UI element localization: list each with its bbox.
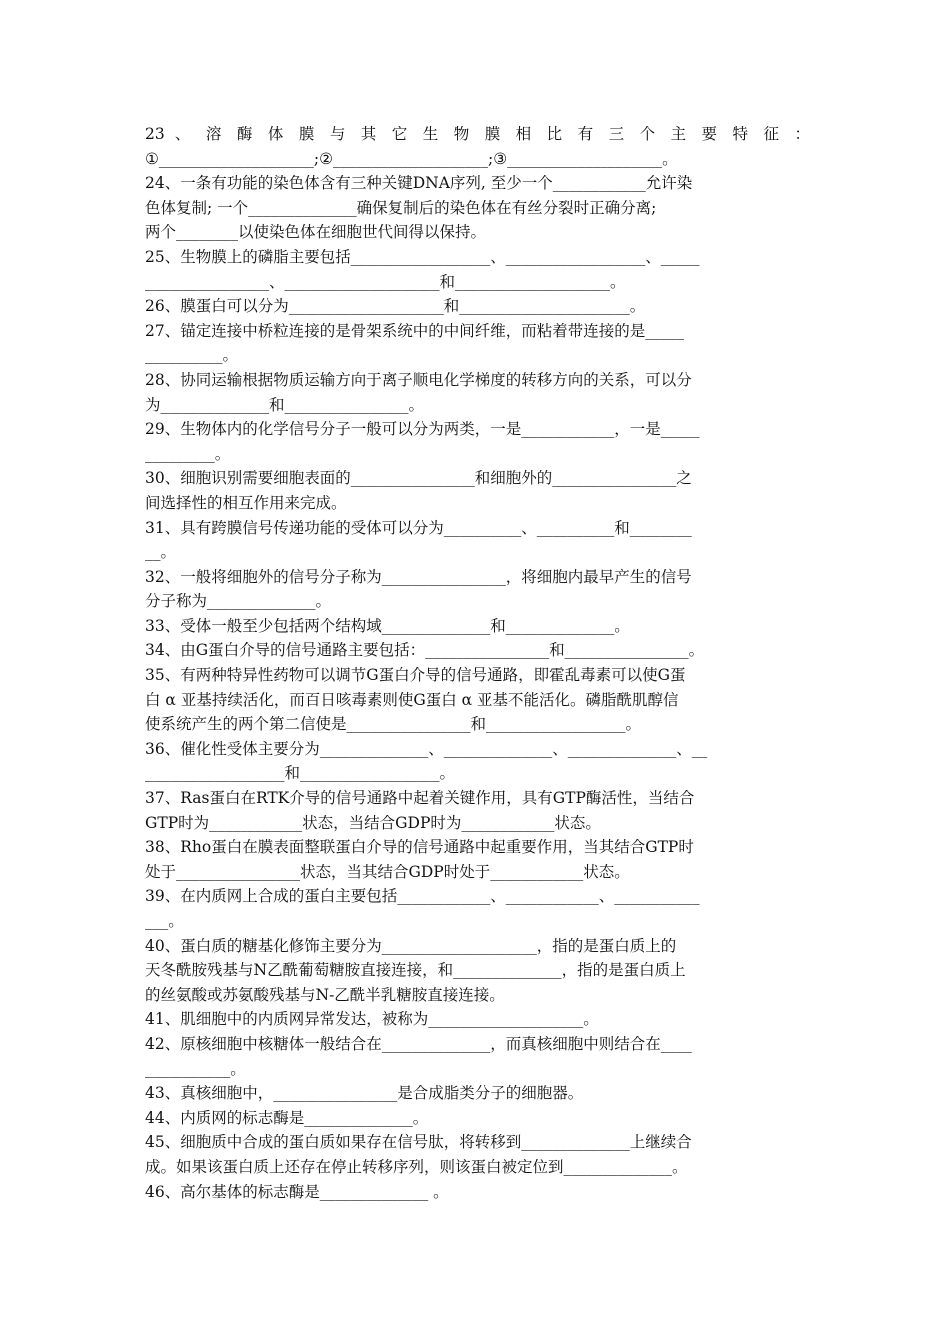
question-25	[145, 245, 810, 294]
question-31	[145, 516, 810, 565]
question-line: 的丝氨酸或苏氨酸残基与N-乙酰半乳糖胺直接连接。	[145, 985, 505, 1004]
question-line: 32、一般将细胞外的信号分子称为________________，将细胞内最早产生的信号	[145, 567, 692, 586]
question-line: 两个________以使染色体在细胞世代间得以保持。	[145, 223, 487, 242]
question-line: 色体复制; 一个______________确保复制后的染色体在有丝分裂时正确分离;	[145, 198, 657, 217]
question-23	[145, 122, 810, 171]
question-line: 分子称为______________。	[145, 592, 332, 611]
question-line: 28、协同运输根据物质运输方向于离子顺电化学梯度的转移方向的关系，可以分	[145, 370, 692, 389]
question-28	[145, 368, 810, 417]
question-line: 30、细胞识别需要细胞表面的________________和细胞外的________________之	[145, 469, 692, 488]
question-39	[145, 884, 810, 933]
question-line: 46、高尔基体的标志酶是______________ 。	[145, 1182, 449, 1201]
question-line: 33、受体一般至少包括两个结构域______________和______________。	[145, 616, 630, 635]
question-37	[145, 786, 810, 835]
question-line: 27、锚定连接中桥粒连接的是骨架系统中的中间纤维，而粘着带连接的是_____	[145, 321, 684, 340]
question-42	[145, 1032, 810, 1081]
question-line: 43、真核细胞中，________________是合成脂类分子的细胞器。	[145, 1084, 584, 1103]
question-line: 45、细胞质中合成的蛋白质如果存在信号肽，将转移到______________上继续合	[145, 1133, 692, 1152]
question-line: 25、生物膜上的磷脂主要包括__________________、__________________、_____	[145, 247, 700, 266]
question-41	[145, 1007, 810, 1032]
question-line: 使系统产生的两个第二信使是________________和__________________。	[145, 715, 642, 734]
question-line: __。	[145, 543, 177, 562]
question-line: ________________、____________________和____________________。	[145, 272, 626, 291]
question-line: 为______________和________________。	[145, 395, 425, 414]
question-24	[145, 171, 810, 245]
question-line: 白 α 亚基持续活化，而百日咳毒素则使G蛋白 α 亚基不能活化。磷脂酰肌醇信	[145, 690, 679, 709]
question-line: 天冬酰胺残基与N乙酰葡萄糖胺直接连接，和______________，指的是蛋白质上	[145, 961, 686, 980]
question-46	[145, 1180, 810, 1205]
question-36	[145, 737, 810, 786]
question-line: ①____________________;②____________________;③____________________。	[145, 149, 678, 168]
question-45	[145, 1130, 810, 1179]
question-32	[145, 565, 810, 614]
question-line: 26、膜蛋白可以分为____________________和______________________。	[145, 297, 646, 316]
question-line: GTP时为____________状态，当结合GDP时为____________状态。	[145, 813, 601, 832]
question-line: 35、有两种特异性药物可以调节G蛋白介导的信号通路，即霍乱毒素可以使G蛋	[145, 666, 686, 685]
question-line: 39、在内质网上合成的蛋白主要包括____________、____________、___________	[145, 887, 700, 906]
question-line: 37、Ras蛋白在RTK介导的信号通路中起着关键作用，具有GTP酶活性，当结合	[145, 789, 695, 808]
question-line: 处于________________状态，当其结合GDP时处于____________状态。	[145, 862, 630, 881]
question-33	[145, 614, 810, 639]
question-line: 36、催化性受体主要分为______________、______________、______________、__	[145, 739, 708, 758]
question-line: ___________。	[145, 1059, 246, 1078]
question-27	[145, 319, 810, 368]
question-line: 成。如果该蛋白质上还存在停止转移序列，则该蛋白被定位到______________。	[145, 1157, 688, 1176]
question-line: 38、Rho蛋白在膜表面整联蛋白介导的信号通路中起重要作用，当其结合GTP时	[145, 838, 694, 857]
question-line: 41、肌细胞中的内质网异常发达，被称为____________________。	[145, 1010, 599, 1029]
question-line: 23 、 溶 酶 体 膜 与 其 它 生 物 膜 相 比 有 三 个 主 要 特 征 ：	[145, 125, 810, 143]
question-line: 24、一条有功能的染色体含有三种关键DNA序列, 至少一个____________允许染	[145, 174, 693, 193]
question-line: 44、内质网的标志酶是______________。	[145, 1108, 429, 1127]
question-40	[145, 934, 810, 1008]
question-35	[145, 663, 810, 737]
question-line: 间选择性的相互作用来完成。	[145, 493, 347, 512]
question-line: ___。	[145, 912, 184, 930]
question-30	[145, 466, 810, 515]
question-line: _________。	[145, 444, 231, 463]
question-sheet	[145, 122, 810, 1204]
question-34	[145, 638, 810, 663]
question-26	[145, 294, 810, 319]
question-line: __________________和__________________。	[145, 764, 456, 783]
question-38	[145, 835, 810, 884]
question-line: 42、原核细胞中核糖体一般结合在______________，而真核细胞中则结合在____	[145, 1034, 692, 1053]
question-line: __________。	[145, 346, 239, 365]
question-line: 40、蛋白质的糖基化修饰主要分为____________________，指的是蛋白质上的	[145, 936, 677, 955]
question-29	[145, 417, 810, 466]
question-line: 34、由G蛋白介导的信号通路主要包括：________________和________________。	[145, 641, 705, 660]
question-line: 31、具有跨膜信号传递功能的受体可以分为__________、__________和________	[145, 518, 692, 537]
question-line: 29、生物体内的化学信号分子一般可以分为两类，一是____________，一是_____	[145, 420, 700, 439]
question-43	[145, 1081, 810, 1106]
question-44	[145, 1106, 810, 1131]
